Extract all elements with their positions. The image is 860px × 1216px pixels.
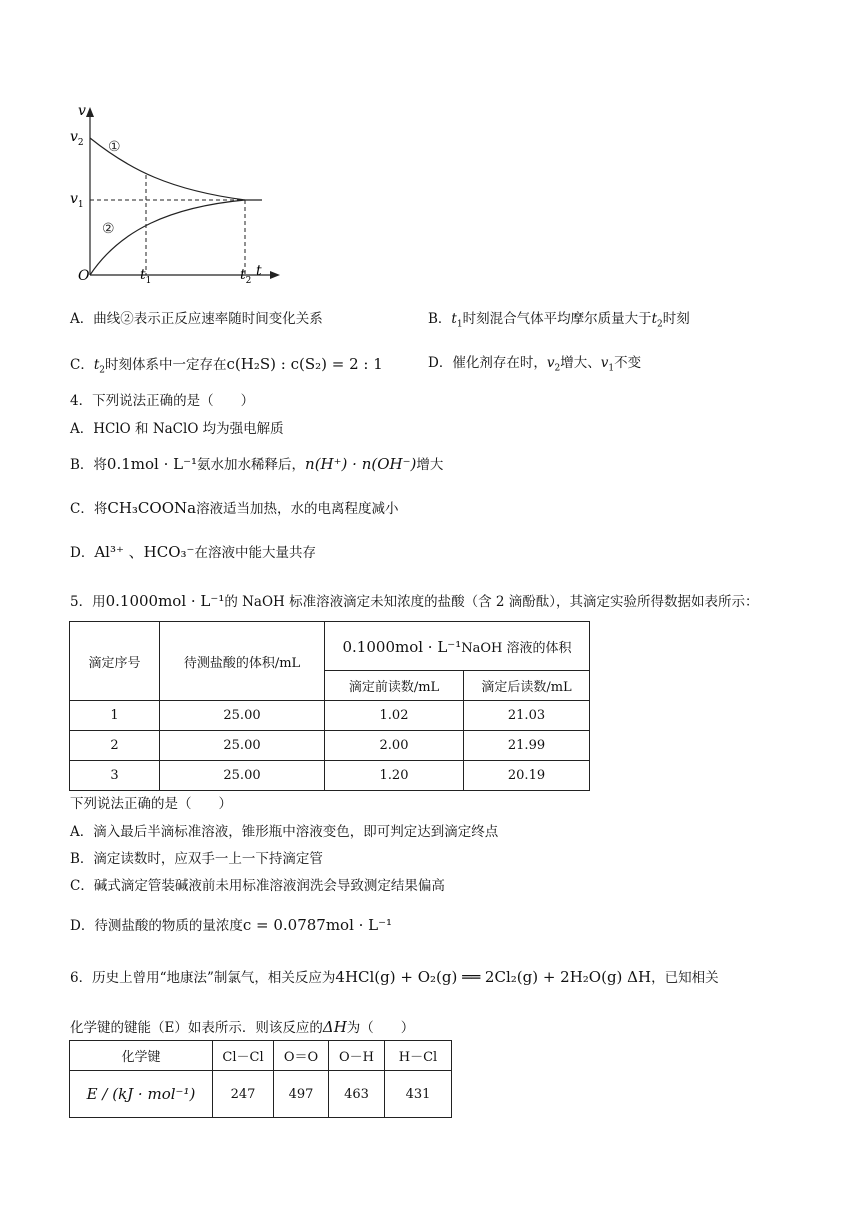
q5-header-seq: 滴定序号 xyxy=(70,622,160,701)
curve-1-label: ① xyxy=(108,139,121,155)
table-row xyxy=(70,1071,452,1118)
y-axis-label: v xyxy=(78,103,86,119)
cell: 2 xyxy=(70,731,160,761)
cell: 25.00 xyxy=(160,701,325,731)
v1-label: $v_1$ xyxy=(70,191,84,210)
cell: 247 xyxy=(213,1071,274,1118)
curve-2 xyxy=(90,200,245,275)
q5-option-b[interactable]: B．滴定读数时，应双手一上一下持滴定管 xyxy=(70,851,323,867)
table-row xyxy=(70,701,590,731)
v2-label: $v_2$ xyxy=(70,129,84,148)
cell: 463 xyxy=(329,1071,385,1118)
q3-option-c[interactable]: C．$t_2$时刻体系中一定存在c(H₂S) : c(S₂) = 2 : 1 xyxy=(70,355,383,376)
t1-label: $t_1$ xyxy=(140,267,152,286)
table-row xyxy=(70,731,590,761)
q3-option-a[interactable]: A．曲线②表示正反应速率随时间变化关系 xyxy=(70,311,323,327)
q4-option-d[interactable]: D．Al³⁺ 、HCO₃⁻在溶液中能大量共存 xyxy=(70,543,316,561)
q3-option-b[interactable]: B．$t_1$时刻混合气体平均摩尔质量大于$t_2$时刻 xyxy=(428,311,690,330)
q4-stem: 4．下列说法正确的是（ ） xyxy=(70,393,255,409)
t2-label: $t_2$ xyxy=(240,267,252,286)
x-axis-label: t xyxy=(256,263,262,279)
cell: 2.00 xyxy=(325,731,464,761)
q5-header-naoh: 0.1000mol · L⁻¹NaOH 溶液的体积 xyxy=(325,622,590,671)
cell: 21.99 xyxy=(464,731,590,761)
q5-header-after: 滴定后读数/mL xyxy=(464,671,590,701)
cell: 497 xyxy=(274,1071,329,1118)
q4-option-c[interactable]: C．将CH₃COONa溶液适当加热，水的电离程度减小 xyxy=(70,499,399,517)
q6-row-label: E / (kJ · mol⁻¹) xyxy=(70,1071,213,1118)
cell: 25.00 xyxy=(160,761,325,791)
curve-2-label: ② xyxy=(102,221,115,237)
q5-option-c[interactable]: C．碱式滴定管装碱液前未用标准溶液润洗会导致测定结果偏高 xyxy=(70,878,445,894)
q5-stem: 5．用0.1000mol · L⁻¹的 NaOH 标准溶液滴定未知浓度的盐酸（含 2 滴酚酞），其滴定实验所得数据如表所示： xyxy=(70,592,759,610)
bond-header: Cl－Cl xyxy=(213,1041,274,1071)
q6-table xyxy=(69,1040,452,1118)
rate-time-graph xyxy=(60,95,290,290)
cell: 20.19 xyxy=(464,761,590,791)
cell: 25.00 xyxy=(160,731,325,761)
cell: 3 xyxy=(70,761,160,791)
bond-header: O－H xyxy=(329,1041,385,1071)
cell: 1.02 xyxy=(325,701,464,731)
q5-post: 下列说法正确的是（ ） xyxy=(70,796,232,812)
q4-option-b[interactable]: B．将0.1mol · L⁻¹氨水加水稀释后，n(H⁺) · n(OH⁻)增大 xyxy=(70,455,444,473)
q6-stem: 6．历史上曾用“地康法”制氯气，相关反应为4HCl(g) + O₂(g) ══ 2Cl₂(g) + 2H₂O(g) ΔH，已知相关 xyxy=(70,968,719,986)
q5-header-volume: 待测盐酸的体积/mL xyxy=(160,622,325,701)
q6-stem-2: 化学键的键能（E）如表所示．则该反应的ΔH为（ ） xyxy=(70,1018,415,1036)
q3-option-d[interactable]: D．催化剂存在时，$v_2$增大、$v_1$不变 xyxy=(428,355,642,374)
cell: 431 xyxy=(385,1071,452,1118)
q4-option-a[interactable]: A．HClO 和 NaClO 均为强电解质 xyxy=(70,421,284,437)
q5-option-a[interactable]: A．滴入最后半滴标准溶液，锥形瓶中溶液变色，即可判定达到滴定终点 xyxy=(70,824,499,840)
cell: 1.20 xyxy=(325,761,464,791)
y-axis-arrow xyxy=(86,107,94,117)
q5-table xyxy=(69,621,590,791)
bond-header: H－Cl xyxy=(385,1041,452,1071)
q5-header-before: 滴定前读数/mL xyxy=(325,671,464,701)
cell: 21.03 xyxy=(464,701,590,731)
table-row xyxy=(70,761,590,791)
origin-label: O xyxy=(78,268,90,284)
q5-option-d[interactable]: D．待测盐酸的物质的量浓度c = 0.0787mol · L⁻¹ xyxy=(70,916,393,934)
bond-header: O＝O xyxy=(274,1041,329,1071)
q6-header-bond: 化学键 xyxy=(70,1041,213,1071)
x-axis-arrow xyxy=(270,271,280,279)
cell: 1 xyxy=(70,701,160,731)
